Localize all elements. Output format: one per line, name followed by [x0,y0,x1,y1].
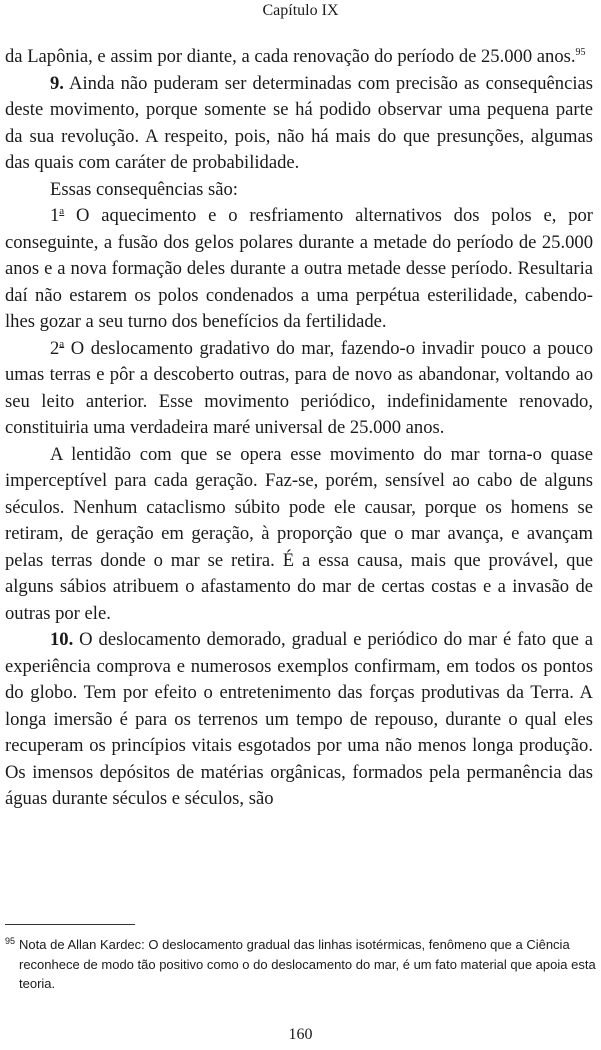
paragraph-section-10 [5,627,593,813]
paragraph [5,177,593,204]
footnote [5,935,601,994]
footnote-reference: 95 [575,46,586,58]
page-number: 160 [288,1026,313,1043]
paragraph [5,44,593,71]
paragraph-text: O deslocamento demorado, gradual e periódico do mar é fato que a experiência comprova e numerosos exemplos confirmam, em todos os pontos do globo. Tem por efeito o entretenimento das forças produtivas da Terra. A longa imersão é para os terrenos um tempo de repouso, durante o qual eles recuperam os princípios vitais esgotados por uma não menos longa produção. Os imensos depósitos de matérias orgânicas, formados pela permanência das águas durante séculos e séculos, são [5,629,593,809]
footnote-divider [5,924,135,925]
paragraph-text: A lentidão com que se opera esse movimento do mar torna-o quase imperceptível para cada geração. Faz-se, porém, sensível ao cabo de alguns séculos. Nenhum cataclismo súbito pode ele causar, porque os homens se retiram, de geração em geração, à proporção que o mar avança, e avançam pelas terras donde o mar se retira. É a essa causa, mais que provável, que alguns sábios atribuem o afastamento do mar de certas costas e a invasão de outras por ele. [5,443,593,624]
paragraph-text: Ainda não puderam ser determinadas com precisão as consequências deste movimento, porque somente se há podido observar uma pequena parte da sua revolução. A respeito, pois, não há mais do que presunções, algumas das quais com caráter de probabilidade. [5,72,593,173]
paragraph-text: O deslocamento gradativo do mar, fazendo-o invadir pouco a pouco umas terras e pôr a descoberto outras, para de novo as abandonar, voltando ao seu leito anterior. Esse movimento periódico, indefinidamente renovado, constituiria uma verdadeira maré universal de 25.000 anos. [5,337,593,438]
section-number: 9. [50,72,64,94]
paragraph-section-9 [5,71,593,177]
paragraph-text: da Lapônia, e assim por diante, a cada renovação do período de 25.000 anos. [5,46,576,67]
ordinal-suffix: a [59,337,65,350]
body-text [5,44,593,813]
running-header: Capítulo IX [262,2,339,19]
section-number: 10. [50,629,74,650]
paragraph-item-2 [5,336,593,442]
paragraph-text: Essas consequências são: [50,178,238,200]
paragraph [5,442,593,628]
paragraph-item-1 [5,203,593,336]
item-ordinal: 2 [50,337,60,359]
paragraph-text: O aquecimento e o resfriamento alternativos dos polos e, por conseguinte, a fusão dos gelos polares durante a metade do período de 25.000 anos e a nova formação deles durante a outra metade desse período. Resultaria daí não estarem os polos condenados a uma perpétua esterilidade, cabendo-lhes gozar a seu turno dos benefícios da fertilidade. [5,205,593,332]
footnote-text: Nota de Allan Kardec: O deslocamento gradual das linhas isotérmicas, fenômeno que a Ciência reconhece de modo tão positivo como o do deslocamento do mar, é um fato material que apoia esta teoria. [19,937,596,991]
footnote-mark: 95 [5,935,16,946]
item-ordinal: 1 [50,205,60,226]
ordinal-suffix: a [59,204,65,217]
